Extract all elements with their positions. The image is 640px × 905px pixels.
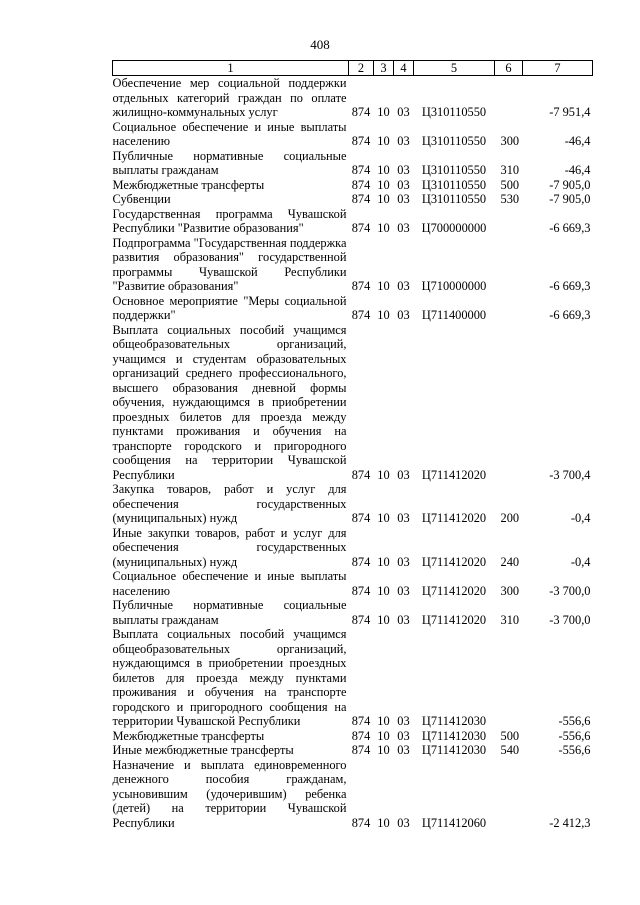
ministry-code: 874 xyxy=(351,105,371,119)
subsection-code: 03 xyxy=(397,511,410,525)
target-article-code: Ц310110550 xyxy=(421,163,487,177)
subsection-code: 03 xyxy=(397,743,410,757)
subsection-code: 03 xyxy=(397,714,410,728)
target-article-code: Ц310110550 xyxy=(421,192,487,206)
ministry-code: 874 xyxy=(351,554,371,569)
section-code: 10 xyxy=(377,221,390,235)
expense-type-code: 500 xyxy=(500,728,520,743)
subsection-code: 03 xyxy=(397,177,410,192)
subsection-code: 03 xyxy=(397,728,410,743)
table-row xyxy=(113,149,593,178)
section-code: 10 xyxy=(377,177,390,192)
section-code: 10 xyxy=(377,554,390,569)
column-header: 7 xyxy=(523,61,593,76)
expense-type-code xyxy=(495,323,523,483)
section-code: 10 xyxy=(377,815,390,830)
subsection-code: 03 xyxy=(397,583,410,598)
section-code: 10 xyxy=(377,714,390,728)
amount: -7 905,0 xyxy=(549,177,591,192)
amount: -3 700,0 xyxy=(549,583,591,598)
target-article-code: Ц711412020 xyxy=(421,511,487,525)
target-article-code: Ц711412020 xyxy=(421,583,487,598)
item-name: Государственная программа Чувашской Республики "Развитие образования" xyxy=(112,206,347,235)
amount: -7 905,0 xyxy=(549,192,591,206)
subsection-code: 03 xyxy=(397,815,410,830)
item-name: Закупка товаров, работ и услуг для обеспечения государственных (муниципальных) нужд xyxy=(112,482,347,525)
section-code: 10 xyxy=(377,743,390,757)
ministry-code: 874 xyxy=(351,467,371,482)
section-code: 10 xyxy=(377,308,390,322)
page-number: 408 xyxy=(310,37,330,52)
subsection-code: 03 xyxy=(397,612,410,627)
item-name: Публичные нормативные социальные выплаты гражданам xyxy=(112,148,347,177)
ministry-code: 874 xyxy=(351,163,371,177)
target-article-code: Ц700000000 xyxy=(421,221,487,235)
item-name: Основное мероприятие "Меры социальной поддержки" xyxy=(112,293,347,322)
amount: -0,4 xyxy=(570,554,591,569)
ministry-code: 874 xyxy=(351,279,371,293)
section-code: 10 xyxy=(377,105,390,119)
ministry-code: 874 xyxy=(351,192,371,206)
ministry-code: 874 xyxy=(351,134,371,148)
item-name: Подпрограмма "Государственная поддержка развития образования" государственной программы Чувашской Республики "Развитие образования" xyxy=(112,235,347,293)
item-name: Межбюджетные трансферты xyxy=(112,177,265,192)
target-article-code: Ц710000000 xyxy=(421,279,487,293)
amount: -6 669,3 xyxy=(549,279,591,293)
table-row xyxy=(113,569,593,598)
target-article-code: Ц711400000 xyxy=(421,308,487,322)
amount: -46,4 xyxy=(564,163,591,177)
target-article-code: Ц711412020 xyxy=(421,467,487,482)
subsection-code: 03 xyxy=(397,554,410,569)
amount: -556,6 xyxy=(558,743,591,757)
item-name: Социальное обеспечение и иные выплаты населению xyxy=(112,569,347,598)
expense-type-code: 500 xyxy=(500,177,520,192)
amount: -6 669,3 xyxy=(549,308,591,322)
table-row xyxy=(113,526,593,570)
table-row xyxy=(113,178,593,193)
target-article-code: Ц711412060 xyxy=(421,815,487,830)
item-name: Межбюджетные трансферты xyxy=(112,728,265,743)
target-article-code: Ц711412030 xyxy=(421,743,487,757)
ministry-code: 874 xyxy=(351,177,371,192)
table-row xyxy=(113,76,593,120)
table-row xyxy=(113,294,593,323)
ministry-code: 874 xyxy=(351,815,371,830)
item-name: Публичные нормативные социальные выплаты гражданам xyxy=(112,598,347,627)
item-name: Выплата социальных пособий учащимся общеобразовательных организаций, учащимся и студентам образовательных организаций среднего профессионального, высшего образования дневной формы обучения, нуждающимся в приобретении проездных билетов для проезда между пунктами проживания и обучения на транспорте городского и пригородного сообщения на территории Чувашской Республики xyxy=(112,322,347,482)
amount: -556,6 xyxy=(558,728,591,743)
table-row xyxy=(113,729,593,744)
target-article-code: Ц711412020 xyxy=(421,612,487,627)
subsection-code: 03 xyxy=(397,163,410,177)
expense-type-code: 240 xyxy=(500,554,520,569)
table-row xyxy=(113,598,593,627)
table-row xyxy=(113,236,593,294)
table-row xyxy=(113,627,593,729)
table-row xyxy=(113,120,593,149)
ministry-code: 874 xyxy=(351,511,371,525)
column-header: 5 xyxy=(414,61,495,76)
amount: -46,4 xyxy=(564,134,591,148)
column-header: 6 xyxy=(495,61,523,76)
table-row xyxy=(113,743,593,758)
column-header: 4 xyxy=(394,61,414,76)
expense-type-code: 310 xyxy=(500,612,520,627)
amount: -6 669,3 xyxy=(549,221,591,235)
amount: -3 700,0 xyxy=(549,612,591,627)
expense-type-code xyxy=(495,758,523,831)
section-code: 10 xyxy=(377,728,390,743)
expense-type-code: 300 xyxy=(500,583,520,598)
target-article-code: Ц310110550 xyxy=(421,105,487,119)
ministry-code: 874 xyxy=(351,728,371,743)
subsection-code: 03 xyxy=(397,221,410,235)
expense-type-code xyxy=(495,294,523,323)
ministry-code: 874 xyxy=(351,743,371,757)
target-article-code: Ц711412030 xyxy=(421,728,487,743)
table-row xyxy=(113,482,593,526)
item-name: Субвенции xyxy=(112,192,171,206)
expense-type-code xyxy=(495,76,523,120)
section-code: 10 xyxy=(377,467,390,482)
amount: -3 700,4 xyxy=(549,467,591,482)
subsection-code: 03 xyxy=(397,308,410,322)
expense-type-code xyxy=(495,236,523,294)
table-body xyxy=(113,76,593,831)
subsection-code: 03 xyxy=(397,192,410,206)
table-row xyxy=(113,758,593,831)
ministry-code: 874 xyxy=(351,714,371,728)
expense-type-code: 300 xyxy=(500,134,520,148)
table-row xyxy=(113,192,593,207)
table-header xyxy=(113,61,593,76)
subsection-code: 03 xyxy=(397,279,410,293)
target-article-code: Ц310110550 xyxy=(421,134,487,148)
column-header: 3 xyxy=(374,61,394,76)
section-code: 10 xyxy=(377,279,390,293)
target-article-code: Ц711412020 xyxy=(421,554,487,569)
section-code: 10 xyxy=(377,612,390,627)
section-code: 10 xyxy=(377,163,390,177)
section-code: 10 xyxy=(377,511,390,525)
ministry-code: 874 xyxy=(351,221,371,235)
item-name: Иные межбюджетные трансферты xyxy=(112,743,294,757)
expense-type-code: 200 xyxy=(500,511,520,525)
amount: -2 412,3 xyxy=(549,815,591,830)
target-article-code: Ц310110550 xyxy=(421,177,487,192)
target-article-code: Ц711412030 xyxy=(421,714,487,728)
section-code: 10 xyxy=(377,583,390,598)
budget-table xyxy=(112,60,593,830)
amount: -556,6 xyxy=(558,714,591,728)
expense-type-code: 310 xyxy=(500,163,520,177)
ministry-code: 874 xyxy=(351,612,371,627)
subsection-code: 03 xyxy=(397,105,410,119)
column-header: 2 xyxy=(349,61,374,76)
ministry-code: 874 xyxy=(351,583,371,598)
expense-type-code: 530 xyxy=(500,192,520,206)
expense-type-code xyxy=(495,627,523,729)
section-code: 10 xyxy=(377,134,390,148)
item-name: Выплата социальных пособий учащимся общеобразовательных организаций, нуждающимся в приобретении проездных билетов для проезда между пунктами проживания и обучения на транспорте городского и пригородного сообщения на территории Чувашской Республики xyxy=(112,627,347,728)
column-header: 1 xyxy=(113,61,349,76)
expense-type-code xyxy=(495,207,523,236)
subsection-code: 03 xyxy=(397,467,410,482)
item-name: Назначение и выплата единовременного денежного пособия гражданам, усыновившим (удочерившим) ребенка (детей) на территории Чувашской Республики xyxy=(112,757,347,830)
amount: -7 951,4 xyxy=(549,105,591,119)
item-name: Социальное обеспечение и иные выплаты населению xyxy=(112,119,347,148)
subsection-code: 03 xyxy=(397,134,410,148)
item-name: Обеспечение мер социальной поддержки отдельных категорий граждан по оплате жилищно-коммунальных услуг xyxy=(112,76,347,119)
amount: -0,4 xyxy=(570,511,591,525)
ministry-code: 874 xyxy=(351,308,371,322)
expense-type-code: 540 xyxy=(500,743,520,757)
section-code: 10 xyxy=(377,192,390,206)
item-name: Иные закупки товаров, работ и услуг для обеспечения государственных (муниципальных) нужд xyxy=(112,525,347,569)
table-row xyxy=(113,207,593,236)
table-row xyxy=(113,323,593,483)
